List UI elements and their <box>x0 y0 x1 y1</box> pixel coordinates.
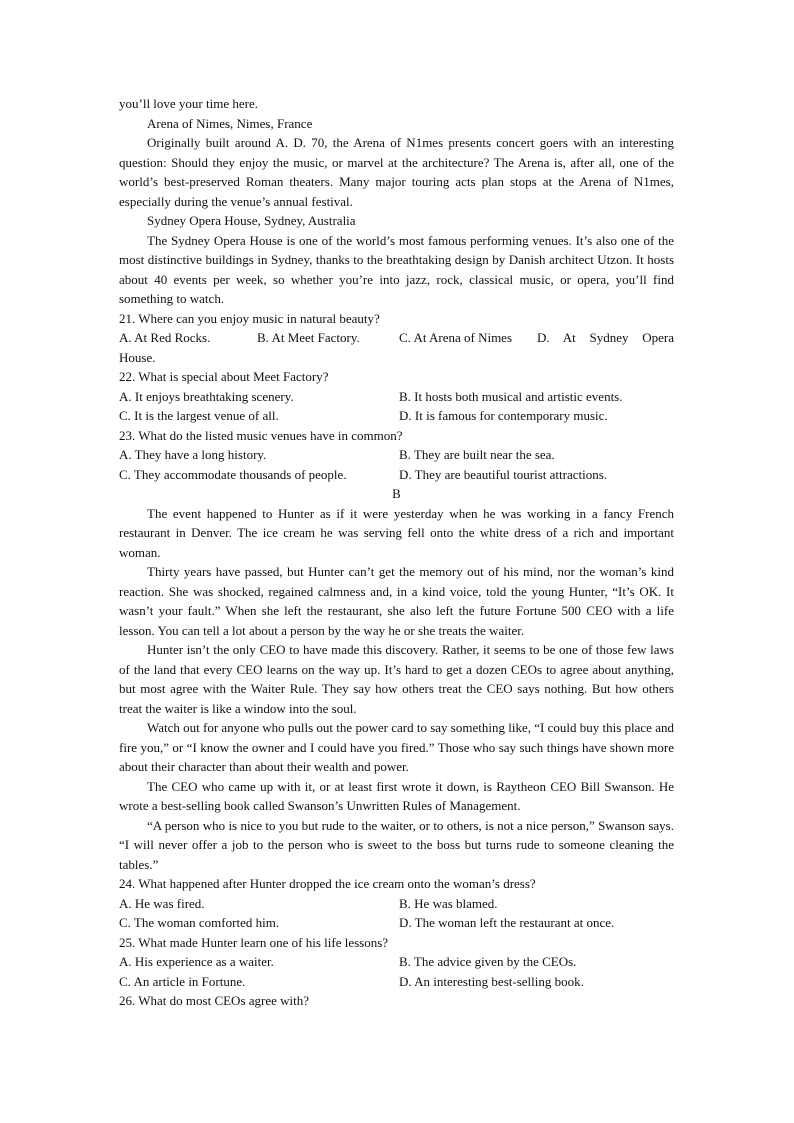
question-21-text: 21. Where can you enjoy music in natural beauty? <box>119 310 380 326</box>
q21-option-a[interactable]: A. At Red Rocks. <box>119 330 211 345</box>
question-25 <box>119 933 674 992</box>
passage-b-paragraph-5: The CEO who came up with it, or at least first wrote it down, is Raytheon CEO Bill Swanson. He wrote a best-selling book called Swanson’s Unwritten Rules of Management. <box>119 778 674 813</box>
q21-option-b[interactable]: B. At Meet Factory. <box>257 330 360 345</box>
q22-option-a[interactable]: A. It enjoys breathtaking scenery. <box>119 388 294 404</box>
nimes-paragraph: Originally built around A. D. 70, the Arena of N1mes presents concert goers with an interesting question: Should they enjoy the music, or marvel at the architecture? The Arena is, after all, one of the world’s best-preserved Roman theaters. Many major touring acts plan stops at the Arena of N1mes, especially during the venue’s annual festival. <box>119 135 674 209</box>
q25-option-d[interactable]: D. An interesting best-selling book. <box>399 973 584 989</box>
question-22 <box>119 367 674 426</box>
sydney-paragraph: The Sydney Opera House is one of the world’s most famous performing venues. It’s also one of the most distinctive buildings in Sydney, thanks to the breathtaking design by Danish architect Utzon. It hosts about 40 events per week, so whether you’re into jazz, rock, classical music, or opera, you’ll find something to watch. <box>119 232 674 306</box>
question-24-text: 24. What happened after Hunter dropped the ice cream onto the woman’s dress? <box>119 876 536 891</box>
question-23-options <box>119 445 674 484</box>
question-24-options <box>119 894 674 933</box>
q23-option-d[interactable]: D. They are beautiful tourist attractions. <box>399 466 608 482</box>
q24-option-b[interactable]: B. He was blamed. <box>399 895 498 911</box>
q24-option-a[interactable]: A. He was fired. <box>119 895 205 911</box>
q21-option-d[interactable]: D. At Sydney Opera <box>537 330 674 345</box>
q25-option-a[interactable]: A. His experience as a waiter. <box>119 954 274 969</box>
page-content <box>119 94 674 1011</box>
question-23-text: 23. What do the listed music venues have in common? <box>119 427 403 443</box>
question-22-text: 22. What is special about Meet Factory? <box>119 369 329 384</box>
q23-option-b[interactable]: B. They are built near the sea. <box>399 447 555 462</box>
question-21 <box>119 309 674 368</box>
question-26 <box>119 991 674 1011</box>
section-b-heading: B <box>392 486 401 501</box>
question-24 <box>119 874 674 933</box>
question-26-text: 26. What do most CEOs agree with? <box>119 993 310 1008</box>
q22-option-d[interactable]: D. It is famous for contemporary music. <box>399 408 608 423</box>
q25-option-b[interactable]: B. The advice given by the CEOs. <box>399 954 577 969</box>
passage-b-paragraph-2: Thirty years have passed, but Hunter can’t get the memory out of his mind, nor the woman’s kind reaction. She was shocked, regained calmness and, in a kind voice, told the young Hunter, “It’s OK. It wasn’t your fault.” When she left the restaurant, she also left the future Fortune 500 CEO with a life lesson. You can tell a lot about a person by the way he or she treats the waiter. <box>119 564 674 638</box>
q22-option-b[interactable]: B. It hosts both musical and artistic events. <box>399 388 623 404</box>
intro-tail: you’ll love your time here. <box>119 96 258 111</box>
q24-option-c[interactable]: C. The woman comforted him. <box>119 915 280 930</box>
q22-option-c[interactable]: C. It is the largest venue of all. <box>119 408 279 423</box>
nimes-heading: Arena of Nimes, Nimes, France <box>147 115 313 131</box>
q21-option-d-continued: House. <box>119 349 156 365</box>
q21-option-c[interactable]: C. At Arena of Nimes <box>399 330 513 345</box>
passage-b-paragraph-1: The event happened to Hunter as if it were yesterday when he was working in a fancy French restaurant in Denver. The ice cream he was serving fell onto the white dress of a rich and important woman. <box>119 505 674 560</box>
q23-option-a[interactable]: A. They have a long history. <box>119 447 267 462</box>
q24-option-d[interactable]: D. The woman left the restaurant at once. <box>399 915 615 930</box>
passage-b-paragraph-6: “A person who is nice to you but rude to the waiter, or to others, is not a nice person,” Swanson says. “I will never offer a job to the person who is sweet to the boss but turns rude to someone cleaning the tables.” <box>119 817 674 872</box>
question-25-options <box>119 952 674 991</box>
passage-b-paragraph-4: Watch out for anyone who pulls out the power card to say something like, “I could buy this place and fire you,” or “I know the owner and I could have you fired.” Those who say such things have shown more about their character than about their wealth and power. <box>119 720 674 774</box>
question-23 <box>119 426 674 485</box>
question-21-options <box>119 328 674 348</box>
question-22-options <box>119 387 674 426</box>
question-25-text: 25. What made Hunter learn one of his life lessons? <box>119 934 389 950</box>
passage-b-paragraph-3: Hunter isn’t the only CEO to have made this discovery. Rather, it seems to be one of those few laws of the land that every CEO learns on the way up. It’s hard to get a dozen CEOs to agree about anything, but most agree with the Waiter Rule. They say how others treat the CEO says nothing. But how others treat the waiter is like a window into the soul. <box>119 642 674 716</box>
q25-option-c[interactable]: C. An article in Fortune. <box>119 973 246 989</box>
sydney-heading: Sydney Opera House, Sydney, Australia <box>147 213 356 228</box>
q23-option-c[interactable]: C. They accommodate thousands of people. <box>119 466 347 482</box>
